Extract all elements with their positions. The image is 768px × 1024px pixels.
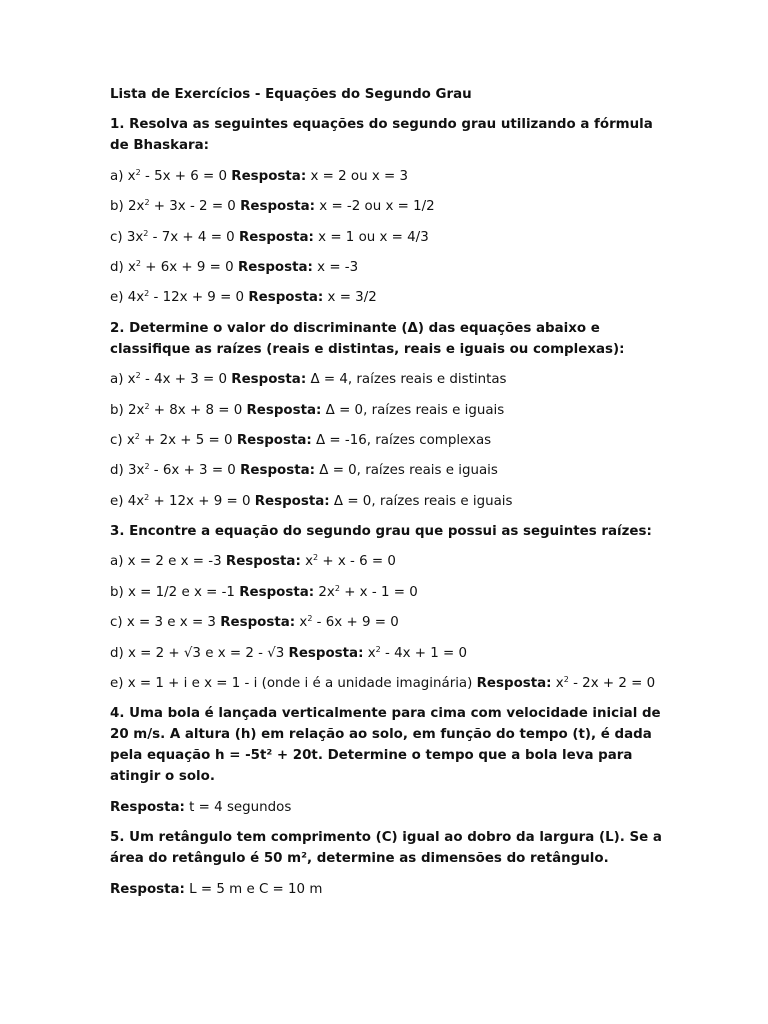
q2-item-c: c) $x^2 + 2x + 5 = 0$ Resposta: Δ = -16, raízes complexas [110, 431, 492, 448]
question-1: 1. Resolva as seguintes equações do segundo grau utilizando a fórmula de Bhaskara: [110, 117, 653, 154]
q2-item-a: a) $x^2 - 4x + 3 = 0$ Resposta: Δ = 4, raízes reais e distintas [110, 371, 507, 388]
q1-item-d: d) $x^2 + 6x + 9 = 0$ Resposta: x = -3 [110, 258, 359, 275]
q3-item-d: d) x = 2 + √3 e x = 2 - √3 Resposta: $x^2 - 4x + 1 = 0$ [110, 644, 468, 661]
document-content [110, 84, 670, 909]
q1-item-e: e) $4x^2 - 12x + 9 = 0$ Resposta: x = 3/2 [110, 289, 377, 306]
q1-item-a: a) $x^2 - 5x + 6 = 0$ Resposta: x = 2 ou x = 3 [110, 167, 409, 184]
question-3: 3. Encontre a equação do segundo grau que possui as seguintes raízes: [110, 524, 652, 540]
question-4: 4. Uma bola é lançada verticalmente para cima com velocidade inicial de 20 m/s. A altura (h) em relação ao solo, em função do tempo (t), é dada pela equação h = -5t² + 20t. Determine o tempo que a bola leva para atingir o solo. [110, 706, 661, 785]
q1-item-c: c) $3x^2 - 7x + 4 = 0$ Resposta: x = 1 ou x = 4/3 [110, 228, 429, 245]
q2-item-e: e) $4x^2 + 12x + 9 = 0$ Resposta: Δ = 0, raízes reais e iguais [110, 492, 513, 509]
q5-answer: Resposta: L = 5 m e C = 10 m [110, 881, 323, 897]
q3-item-b: b) x = 1/2 e x = -1 Resposta: $2x^2 + x - 1 = 0$ [110, 583, 418, 600]
question-2: 2. Determine o valor do discriminante (Δ) das equações abaixo e classifique as raízes (reais e distintas, reais e iguais ou complexas): [110, 320, 625, 357]
q2-item-b: b) $2x^2 + 8x + 8 = 0$ Resposta: Δ = 0, raízes reais e iguais [110, 401, 505, 418]
q3-item-e: e) x = 1 + i e x = 1 - i (onde i é a unidade imaginária) Resposta: $x^2 - 2x + 2 = 0$ [110, 675, 656, 692]
q4-answer: Resposta: t = 4 segundos [110, 799, 292, 815]
q2-item-d: d) $3x^2 - 6x + 3 = 0$ Resposta: Δ = 0, raízes reais e iguais [110, 462, 498, 479]
q3-item-c: c) x = 3 e x = 3 Resposta: $x^2 - 6x + 9 = 0$ [110, 614, 399, 631]
q1-item-b: b) $2x^2 + 3x - 2 = 0$ Resposta: x = -2 ou x = 1/2 [110, 198, 435, 215]
q3-item-a: a) x = 2 e x = -3 Resposta: $x^2 + x - 6 = 0$ [110, 553, 396, 570]
document-title: Lista de Exercícios - Equações do Segundo Grau [110, 87, 472, 102]
question-5: 5. Um retângulo tem comprimento (C) igual ao dobro da largura (L). Se a área do retângulo é 50 m², determine as dimensões do retângulo. [110, 830, 662, 867]
